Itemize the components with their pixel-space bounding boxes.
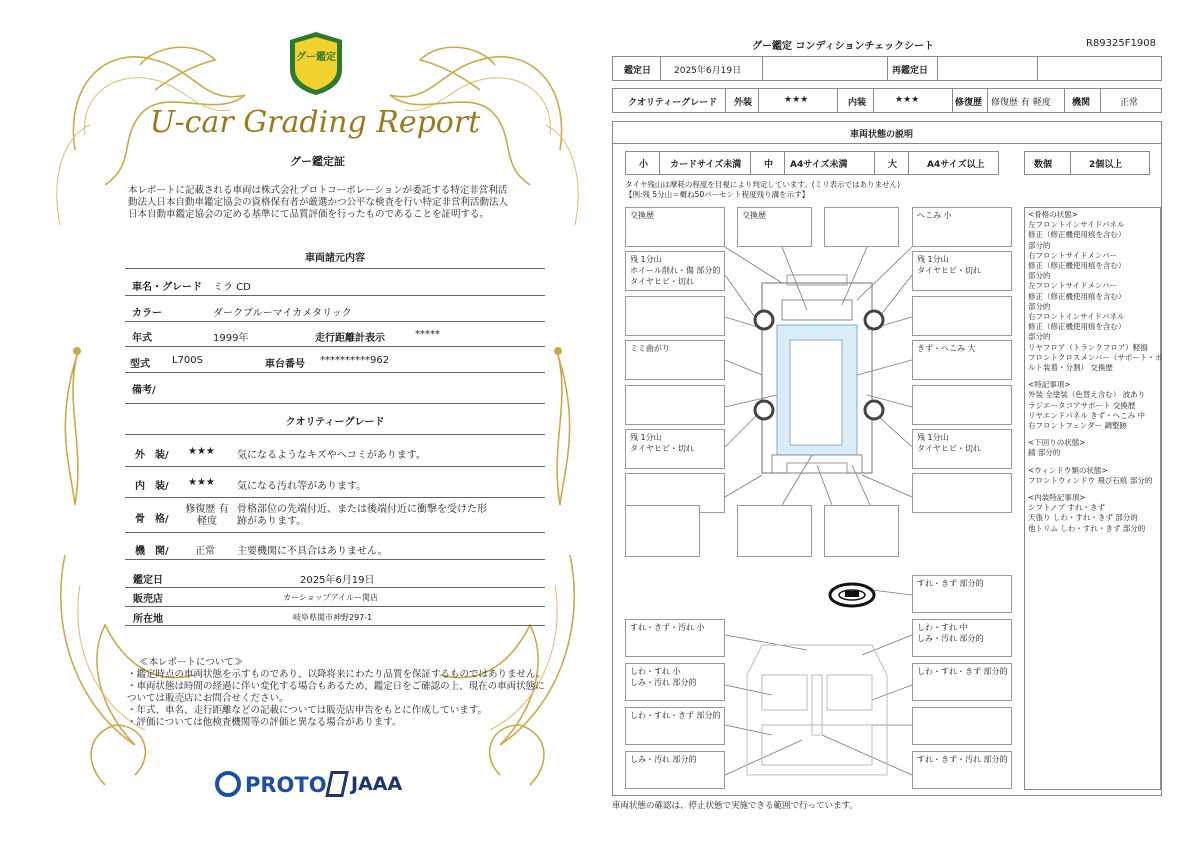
legend-large-desc: A4サイズ以上 [927,160,985,170]
panel-steering: すれ・きず 部分的 [912,575,1012,613]
ext-label: 外装 [734,98,753,108]
car-name-value: ミラ CD [213,282,251,293]
interior-label: 内 装/ [135,481,169,492]
panel-ext-right-6: 残 1分山 タイヤヒビ・切れ [912,429,1012,469]
chassis-value: **********962 [320,355,390,366]
sheet-footer: 車両状態の確認は、停止状態で実施できる範囲で行っています。 [612,801,858,811]
sheet-code: R89325F1908 [1086,38,1156,49]
panel-ext-left-6: 残 1分山 タイヤヒビ・切れ [625,429,725,469]
reinspect-label: 再鑑定日 [892,66,929,76]
int-label: 内装 [848,98,867,108]
condition-notes: <骨格の状態> 左フロントインサイドパネル 修正（修正機使用痕を含む） 部分的 右フロントサイドメンバー 修正（修正機使用痕を含む） 部分的 左フロントサイドメンバー 修正（修正機使用痕を含む） 部分的 右フロントインサイドパネル 修正（修正機使用痕を含む） 部分的 リヤフロア（トランクフロア）軽損 フロントクロスメンバー（サポート・ボ ルト装着・分割） 交換歴 <特記事項> 外装 全塗装（色替え含む） 波あり ラジエータコアサポート 交換歴 リヤエンドパネル きず・へこみ 中 右フロントフェンダー 調整跡 <下回りの状態> 錆 部分的 <ウィンドウ類の状態> フロントウィンドウ 飛び石痕 部分的 <内装特記事項> シフトノブ すれ・きず 天張り しわ・すれ・きず 部分的 他トリム しわ・すれ・きず 部分的 [1024,207,1161,790]
panel-ext-left-5 [625,385,725,425]
divider [125,321,545,322]
color-label: カラー [132,308,162,319]
panel-ext-left-4: ミミ曲がり [625,340,725,380]
goo-badge-logo [287,30,345,96]
legend-mid: 中 [764,160,774,170]
date-value: 2025年6月19日 [674,66,742,76]
panel-int-left-3: しわ・すれ・きず 部分的 [625,707,725,745]
engine-value: 正常 [1120,98,1139,108]
legend-mid-desc: A4サイズ未満 [790,160,848,170]
legend-count-desc: 2個以上 [1089,160,1123,170]
model-label: 型式 [130,359,150,370]
legend-large: 大 [888,160,898,170]
repair-value: 修復歴 有 軽度 [991,98,1051,108]
divider [125,372,545,373]
exterior-label: 外 装/ [135,450,169,461]
grading-certificate [45,25,590,835]
year-value: 1999年 [213,333,249,344]
notes-title: ≪本レポートについて≫ [139,657,244,668]
note-item: ・年式、車名、走行距離などの記載については販売店申告をもとに作成しています。 [127,705,488,716]
date-label: 鑑定日 [624,66,652,76]
inspection-date: 2025年6月19日 [300,575,375,586]
interior-desc: 気になる汚れ等があります。 [237,481,367,492]
tire-note: タイヤ残山は摩耗の程度を目視により判定しています。(ミリ表示ではありません) [625,180,901,189]
chassis-label: 車台番号 [265,359,305,370]
panel-ext-right-1: へこみ 小 [912,207,1012,247]
divider [125,606,545,607]
report-notes [127,657,547,729]
cond-heading: 車両状態の説明 [850,130,914,140]
remarks-label: 備考/ [132,385,156,396]
year-label: 年式 [132,333,152,344]
car-top-view-outline [762,275,872,473]
divider [125,434,545,435]
badge-text: グー鑑定 [296,52,336,63]
location-label: 所在地 [133,614,163,625]
panel-int-right-1: しわ・すれ 中 しみ・汚れ 部分的 [912,619,1012,657]
divider [125,295,545,296]
note-item: ・評価については他検査機関等の評価と異なる場合があります。 [127,717,402,728]
panel-ext-left-1: 交換歴 [625,207,725,247]
panel-int-right-3 [912,707,1012,745]
engine-desc: 主要機関に不具合はありません。 [237,546,388,557]
divider [125,403,545,404]
panel-ext-left-2: 残 1分山 ホイール削れ・傷 部分的 タイヤヒビ・切れ [625,251,725,291]
inspection-date-label: 鑑定日 [133,575,163,586]
panel-ext-bottom-2 [737,505,812,557]
divider [125,268,545,269]
panel-ext-right-7 [912,473,1012,513]
divider [125,346,545,347]
model-value: L700S [172,355,204,366]
panel-int-left-1: すれ・きず・汚れ 小 [625,619,725,657]
note-item: ・鑑定時点の車両状態を示すものであり、以降将来にわたり品質を保証するものではありません。 [127,669,546,680]
tire-example: 【例:残 5分山＝概ね50パーセント程度残り溝を示す】 [625,190,810,199]
certificate-intro: 本レポートに記載される車両は株式会社プロトコーポレーションが委託する特定非営利活動法人日本自動車鑑定協会の資格保有者が厳選かつ公平な検査を行い特定非営利活動法人日本自動車鑑定協会の定める基準にて品質評価を行ったものであることを証明する。 [128,185,509,220]
panel-int-left-4: しみ・汚れ 部分的 [625,751,725,789]
dealer-label: 販売店 [133,594,163,605]
proto-mark-icon [215,771,241,797]
divider [125,625,545,626]
divider [125,559,545,560]
frame-grade: 修復歴 有 軽度 [185,504,229,527]
car-name-label: 車名・グレード [132,282,202,293]
int-value: ★★★ [895,95,920,105]
color-value: ダークブルーマイカメタリック [213,308,352,319]
mileage-label: 走行距離計表示 [315,333,385,344]
panel-ext-top-2 [824,207,899,247]
panel-ext-right-5 [912,385,1012,425]
panel-int-right-4: すれ・きず・汚れ 部分的 [912,751,1012,789]
proto-logo: PROTO [245,773,327,797]
repair-label: 修復歴 [955,98,983,108]
legend-small: 小 [639,160,649,170]
panel-ext-bottom-3 [824,505,899,557]
exterior-grade: ★★★ [188,446,215,457]
grade-label: クオリティーグレード [628,98,718,108]
legend-count: 数個 [1034,160,1053,170]
spec-heading: 車両諸元内容 [305,253,365,264]
divider [125,532,545,533]
divider [125,497,545,498]
jaaa-logo: JAAA [351,773,403,795]
frame-label: 骨 格/ [135,514,169,525]
report-script-title: U-car Grading Report [149,105,481,140]
panel-int-right-2: しわ・すれ・きず 部分的 [912,663,1012,701]
engine-grade: 正常 [195,546,215,557]
dealer-name: カーショップアイルー関店 [283,593,378,602]
divider [125,466,545,467]
panel-ext-left-3 [625,296,725,336]
engine-label: 機関 [1072,98,1091,108]
frame-desc: 骨格部位の先端付近、または後端付近に衝撃を受けた形跡があります。 [237,504,487,527]
note-item: ・車両状態は時間の経過に伴い変化する場合もあるため、鑑定日をご確認の上、現在の車両状態については販売店にお問合せください。 [127,681,545,704]
interior-grade: ★★★ [188,477,215,488]
steering-wheel-icon [830,584,874,606]
engine-label: 機 関/ [135,546,169,557]
panel-ext-right-4: きず・へこみ 大 [912,340,1012,380]
location-value: 岐阜県関市神野297-1 [293,613,373,622]
quality-heading: クオリティーグレード [285,417,385,428]
ext-value: ★★★ [784,95,809,105]
exterior-desc: 気になるようなキズやヘコミがあります。 [237,450,426,461]
certificate-heading: グー鑑定証 [290,155,345,168]
divider [125,587,545,588]
panel-ext-right-2: 残 1分山 タイヤヒビ・切れ [912,251,1012,291]
panel-ext-right-3 [912,296,1012,336]
panel-ext-top-1: 交換歴 [737,207,812,247]
panel-ext-bottom-1 [625,505,700,557]
mileage-value: ***** [415,329,440,340]
legend-small-desc: カードサイズ未満 [670,160,742,170]
panel-int-left-2: しわ・すれ 小 しみ・汚れ 部分的 [625,663,725,701]
sheet-title: グー鑑定 コンディションチェックシート [752,41,935,52]
condition-check-sheet [612,35,1162,810]
